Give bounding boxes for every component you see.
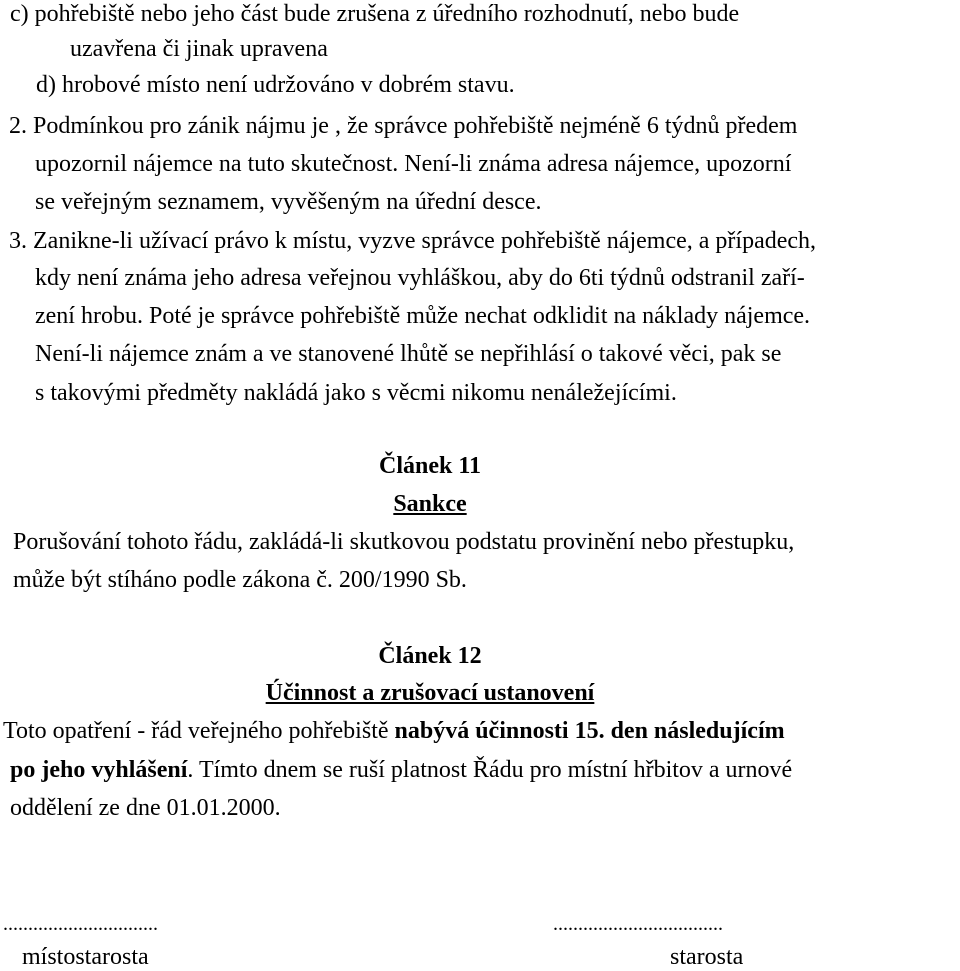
text-line bbox=[10, 756, 792, 784]
text-line: Porušování tohoto řádu, zakládá-li skutkovou podstatu provinění nebo přestupku, bbox=[13, 529, 795, 555]
text-line: uzavřena či jinak upravena bbox=[70, 36, 328, 62]
text-line: kdy není známa jeho adresa veřejnou vyhláškou, aby do 6ti týdnů odstranil zaří- bbox=[35, 265, 805, 291]
signature-label-right: starosta bbox=[670, 944, 744, 970]
text-run-bold: po jeho vyhlášení bbox=[10, 757, 188, 783]
text-line: může být stíháno podle zákona č. 200/1990 Sb. bbox=[13, 567, 467, 593]
text-line: Není-li nájemce znám a ve stanovené lhůtě se nepřihlásí o takové věci, pak se bbox=[35, 341, 782, 367]
signature-label-left: místostarosta bbox=[22, 944, 149, 970]
text-line: 3. Zanikne-li užívací právo k místu, vyzve správce pohřebiště nájemce, a případech, bbox=[9, 228, 817, 254]
text-run-bold: nabývá účinnosti 15. den následujícím bbox=[394, 718, 785, 744]
text-line: upozornil nájemce na tuto skutečnost. Není-li známa adresa nájemce, upozorní bbox=[35, 151, 792, 177]
article-12-heading: Článek 12 bbox=[378, 643, 482, 669]
text-line: s takovými předměty nakládá jako s věcmi nikomu nenáležejícími. bbox=[35, 380, 677, 406]
text-run: . Tímto dnem se ruší platnost Řádu pro místní hřbitov a urnové bbox=[187, 757, 793, 783]
article-12-subheading bbox=[0, 679, 860, 707]
signature-line-right: .................................. bbox=[553, 913, 723, 935]
text-line: d) hrobové místo není udržováno v dobrém stavu. bbox=[36, 72, 515, 98]
article-12-subheading-text: Účinnost a zrušovací ustanovení bbox=[265, 680, 595, 706]
text-line: se veřejným seznamem, vyvěšeným na úřední desce. bbox=[35, 189, 542, 215]
article-11-subheading-text: Sankce bbox=[393, 491, 467, 517]
article-11-subheading bbox=[0, 490, 860, 518]
article-11-heading: Článek 11 bbox=[378, 453, 482, 479]
text-line: c) pohřebiště nebo jeho část bude zrušena z úředního rozhodnutí, nebo bude bbox=[10, 1, 740, 27]
signature-line-left: ............................... bbox=[3, 913, 158, 935]
text-line bbox=[3, 717, 785, 745]
text-line: oddělení ze dne 01.01.2000. bbox=[10, 795, 281, 821]
text-line: 2. Podmínkou pro zánik nájmu je , že správce pohřebiště nejméně 6 týdnů předem bbox=[9, 113, 798, 139]
text-line: zení hrobu. Poté je správce pohřebiště může nechat odklidit na náklady nájemce. bbox=[35, 303, 811, 329]
text-run: Toto opatření - řád veřejného pohřebiště bbox=[3, 718, 395, 744]
